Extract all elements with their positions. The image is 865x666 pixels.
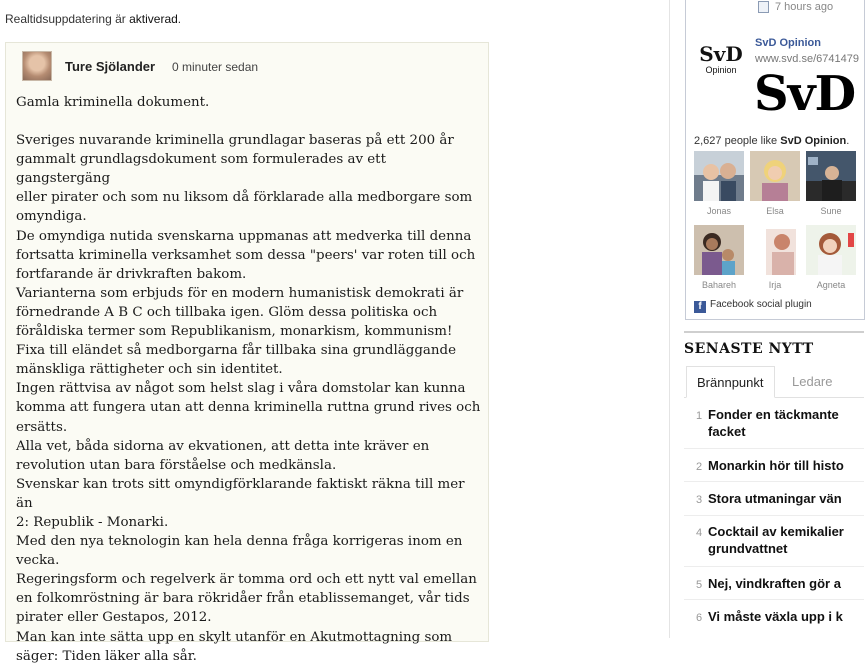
fan-name[interactable]: Elsa [766,206,784,216]
comment-card [5,42,489,664]
facebook-plugin-label: Facebook social plugin [710,299,812,310]
post-time[interactable]: 7 hours ago [775,1,834,13]
facebook-icon: f [694,301,706,313]
news-divider [684,566,864,567]
likes-page-link[interactable]: SvD Opinion [780,135,847,147]
news-item[interactable] [684,608,864,628]
comment-title: Gamla kriminella dokument. [16,95,210,110]
post-thumbnail-logo[interactable]: SvD [754,66,856,122]
news-item-number: 3 [696,494,703,506]
news-divider [684,599,864,600]
facebook-plugin-footer[interactable] [694,299,812,313]
comment-line: gammalt grundlagsdokument som formulerades av ett gangstergäng [16,152,386,187]
section-rule [684,331,864,333]
comment-line: omyndiga. [16,209,87,225]
comment-line: Med den nya teknologin kan hela denna fråga korrigeras inom en [16,534,463,550]
news-item[interactable] [684,575,864,595]
realtime-status-state[interactable]: aktiverad [129,12,178,26]
fan-avatar[interactable] [750,151,800,201]
news-item[interactable] [684,406,864,442]
news-divider [684,515,864,516]
page-url[interactable]: www.svd.se/6741479 [755,53,859,65]
comment-line: Regeringsform och regelverk är tomma ord och ett nytt val emellan [16,572,477,588]
comment-line: eller pirater och som nu liksom då förklarade alla medborgare som [16,190,473,206]
fan-name[interactable]: Agneta [816,280,846,290]
news-item-number: 1 [696,410,703,422]
page-name-link[interactable]: SvD Opinion [755,37,821,49]
fan-name[interactable]: Jonas [706,206,732,216]
comment-line: Varianterna som erbjuds för en modern humanistisk demokrati är [16,285,464,301]
comment-line: fortfarande är drivkraften bakom. [16,266,247,282]
tab-ledare[interactable]: Ledare [792,374,833,389]
fan-avatar[interactable] [750,225,800,275]
fan-name[interactable]: Irja [768,280,782,290]
news-item[interactable] [684,457,864,477]
comment-author[interactable]: Ture Sjölander [65,59,156,74]
comment-line: 2: Republik - Monarki. [16,514,169,530]
news-item-title[interactable]: Cocktail av kemikalier [708,524,844,539]
comment-body [16,93,484,666]
news-item-number: 5 [696,579,703,591]
news-item-title[interactable]: Nej, vindkraften gör a [708,576,841,591]
comment-line: Ingen rättvisa av något som helst slag i våra domstolar kan kunna [16,381,466,397]
realtime-status [5,12,181,26]
comment-line: Svenskar kan trots sitt omyndigförklarande faktiskt räkna till mer än [16,476,465,511]
comment-line: en folkomröstning är bara rökridåer från etablissemanget, vår tids [16,591,470,607]
tab-brannpunkt[interactable]: Brännpunkt [686,366,775,398]
news-divider [684,448,864,449]
comment-line: fortsatta kriminella verksamhet som dessa "peers' var roten till och [16,247,476,263]
comment-line: komma att fungera utan att denna kriminella ruttna grund rives och [16,400,481,416]
news-tabs [684,366,864,398]
comment-line: förnedrande A B C och tillbaka igen. Glöm dessa politiska och [16,304,438,320]
comment-line: revolution utan bara förståelse och medkänsla. [16,457,337,473]
facebook-like-box [685,0,865,320]
news-item-title[interactable]: Fonder en täckmante [708,407,839,422]
comment-line: Man kan inte sätta upp en skylt utanför en Akutmottagning som [16,629,453,645]
fan-avatar[interactable] [694,225,744,275]
post-icon [758,1,769,13]
news-item-number: 2 [696,461,703,473]
news-item-title-cont[interactable]: facket [708,424,746,439]
fan-avatar[interactable] [806,151,856,201]
comment-line: ersätts. [16,419,68,435]
news-item-title-cont[interactable]: grundvattnet [708,541,788,556]
comment-line: pirater eller Gestapos, 2012. [16,610,212,626]
news-divider [684,481,864,482]
realtime-status-prefix: Realtidsuppdatering är [5,12,126,26]
news-item-number: 4 [696,527,703,539]
comment-line: Alla vet, båda sidorna av ekvationen, att detta inte kräver en [16,438,430,454]
news-item[interactable] [684,490,864,510]
comment-line: föråldiska termer som Republikanism, monarkism, kommunism! [16,324,453,340]
likes-count: 2,627 people like SvD Opinion. [694,135,850,147]
fan-avatar[interactable] [694,151,744,201]
realtime-status-suffix: . [177,12,182,26]
page-logo[interactable] [694,43,748,83]
comment-line: säger: Tiden läker alla sår. [16,648,197,664]
comment-line: Fixa till eländet så medborgarna får tillbaka sina grundläggande [16,343,457,359]
news-item-title[interactable]: Vi måste växla upp i k [708,609,843,624]
page-logo-sub: Opinion [705,65,737,75]
comment-line: Sveriges nuvarande kriminella grundlagar baseras på ett 200 år [16,133,454,149]
news-item-title[interactable]: Stora utmaningar vän [708,491,842,506]
news-item[interactable] [684,523,864,559]
comment-line: De omyndiga nutida svenskarna uppmanas att medverka till denna [16,228,472,244]
latest-news-heading: SENASTE NYTT [684,341,814,357]
likes-count-text: 2,627 people like [694,135,778,147]
news-item-number: 6 [696,612,703,624]
fan-avatar[interactable] [806,225,856,275]
avatar[interactable] [22,51,52,81]
comment-time: 0 minuter sedan [172,60,259,74]
page-logo-text: SvD [699,42,743,66]
comment-line: vecka. [16,553,60,569]
fan-name[interactable]: Bahareh [701,280,737,290]
sidebar-divider [669,0,670,638]
news-item-title[interactable]: Monarkin hör till histo [708,458,844,473]
comment-line: mänskliga rättigheter och sin identitet. [16,362,283,378]
fan-name[interactable]: Sune [820,206,842,216]
